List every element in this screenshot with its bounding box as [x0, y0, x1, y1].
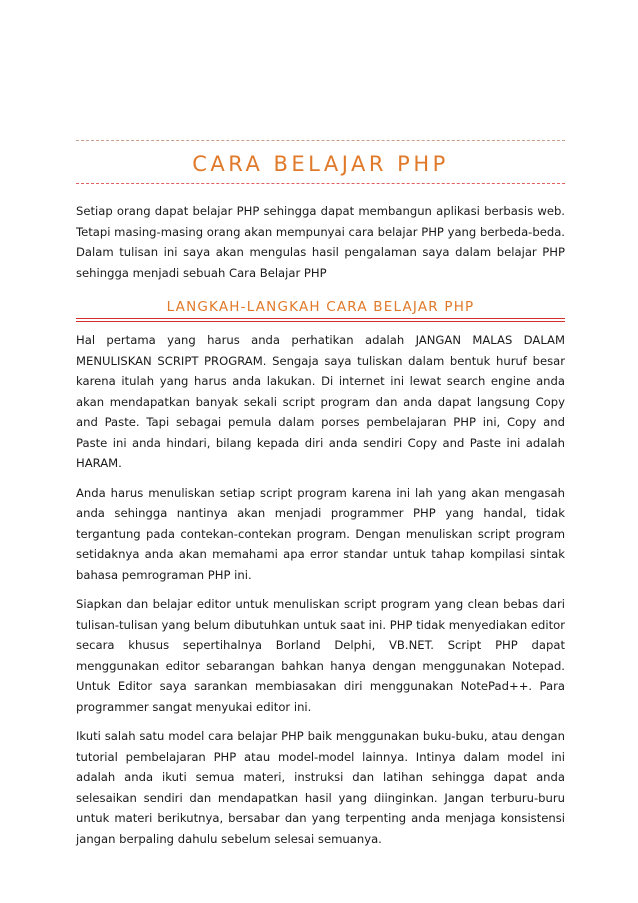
intro-paragraph: Setiap orang dapat belajar PHP sehingga dapat membangun aplikasi berbasis web. Tetapi masing-masing orang akan mempunyai cara belajar PHP yang berbeda-beda. Dalam tulisan ini saya akan mengulas hasil pengalaman saya dalam belajar PHP sehingga menjadi sebuah Cara Belajar PHP	[76, 204, 565, 280]
paragraph: Ikuti salah satu model cara belajar PHP baik menggunakan buku-buku, atau dengan tutorial pembelajaran PHP atau model-model lainnya. Intinya dalam model ini adalah anda ikuti semua materi, instruksi dan latihan sehingga dapat anda selesaikan sendiri dan mendapatkan hasil yang diinginkan. Jangan terburu-buru untuk materi berikutnya, bersabar dan yang terpenting anda menjaga konsistensi jangan berpaling dahulu sebelum selesai semuanya.	[76, 729, 565, 846]
paragraph: Anda harus menuliskan setiap script program karena ini lah yang akan mengasah anda sehingga nantinya akan menjadi programmer PHP yang handal, tidak tergantung pada contekan-contekan program. Dengan menuliskan script program setidaknya anda akan memahami apa error standar untuk tahap kompilasi sintak bahasa pemrograman PHP ini.	[76, 485, 565, 582]
paragraph: Siapkan dan belajar editor untuk menuliskan script program yang clean bebas dari tulisan-tulisan yang belum dibutuhkan untuk saat ini. PHP tidak menyediakan editor secara khusus sepertihalnya Borland Delphi, VB.NET. Script PHP dapat menggunakan editor sebarangan bahkan hanya dengan menggunakan Notepad. Untuk Editor saya sarankan membiasakan diri menggunakan NotePad++. Para programmer sangat menyukai editor ini.	[76, 597, 565, 714]
paragraph: Hal pertama yang harus anda perhatikan adalah JANGAN MALAS DALAM MENULISKAN SCRIPT PROGRAM. Sengaja saya tuliskan dalam bentuk huruf besar karena itulah yang harus anda lakukan. Di internet ini lewat search engine anda akan mendapatkan banyak sekali script program dan anda dapat langsung Copy and Paste. Tapi sebagai pemula dalam porses pembelajaran PHP ini, Copy and Paste ini anda hindari, bilang kepada diri anda sendiri Copy and Paste ini adalah HARAM.	[76, 333, 565, 470]
section-heading-underline	[76, 318, 565, 322]
top-divider	[76, 140, 565, 141]
section-heading: LANGKAH-LANGKAH CARA BELAJAR PHP	[166, 299, 475, 315]
title-divider	[76, 183, 565, 184]
page-title: CARA BELAJAR PHP	[192, 152, 449, 176]
body-content	[76, 330, 565, 858]
